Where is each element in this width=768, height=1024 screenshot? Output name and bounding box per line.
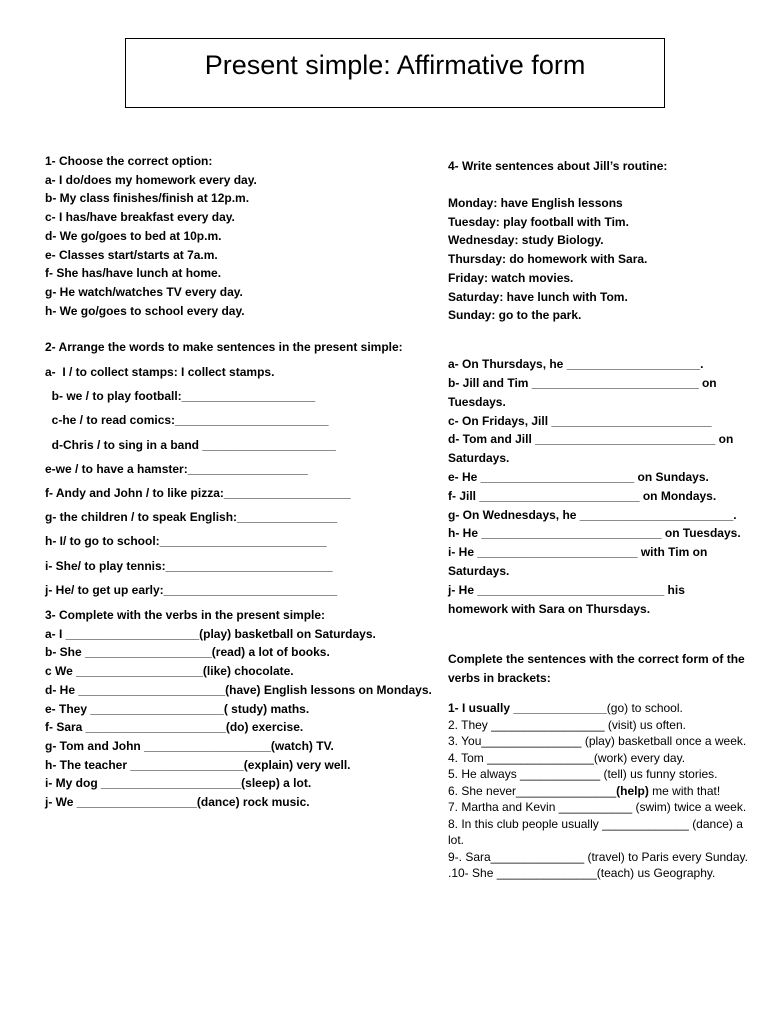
routine-item: Tuesday: play football with Tim. <box>448 214 629 229</box>
ex3-item: a- I ____________________(play) basketball on Saturdays. <box>45 626 376 641</box>
ex5-item <box>448 849 748 866</box>
ex4-item: g- On Wednesdays, he _______________________. <box>448 507 737 522</box>
ex1-heading: 1- Choose the correct option: <box>45 154 213 168</box>
ex1-item: c- I has/have breakfast every day. <box>45 210 235 225</box>
title-box <box>125 38 665 108</box>
ex4-item: d- Tom and Jill ___________________________ on Saturdays. <box>448 432 734 466</box>
ex5-item <box>448 799 748 816</box>
ex3-item: e- They ____________________( study) maths. <box>45 701 310 716</box>
ex4-item: h- He ___________________________ on Tuesdays. <box>448 526 741 541</box>
ex2-heading: 2- Arrange the words to make sentences in the present simple: <box>45 340 403 355</box>
ex3-item: f- Sara _____________________(do) exercise. <box>45 720 304 735</box>
ex5-item-tail: (go) to school. <box>606 701 683 716</box>
ex2-item: h- I/ to go to school:_________________________ <box>45 534 327 549</box>
ex3-item: g- Tom and John ___________________(watch) TV. <box>45 738 334 753</box>
routine-item: Friday: watch movies. <box>448 270 574 285</box>
ex5-item <box>448 766 748 783</box>
ex1-item: h- We go/goes to school every day. <box>45 303 245 318</box>
ex5-item-text: 7. Martha and Kevin ___________ (swim) twice a week. <box>448 800 747 815</box>
ex4-heading: 4- Write sentences about Jill’s routine: <box>448 159 668 173</box>
routine-item: Monday: have English lessons <box>448 195 623 210</box>
ex2-item: c-he / to read comics:_______________________ <box>45 413 329 428</box>
ex5-item <box>448 700 748 717</box>
ex5-item <box>448 865 748 882</box>
ex4-item: c- On Fridays, Jill ________________________ <box>448 413 712 428</box>
ex5-heading: Complete the sentences with the correct form of the verbs in brackets: <box>448 652 745 686</box>
ex5-item-text: 9-. Sara______________ (travel) to Paris every Sunday. <box>448 849 748 864</box>
ex3-item: j- We __________________(dance) rock music. <box>45 795 310 810</box>
ex2-item: d-Chris / to sing in a band ____________________ <box>45 437 336 452</box>
left-column <box>45 152 430 812</box>
ex4-item: f- Jill ________________________ on Mondays. <box>448 488 717 503</box>
ex3-item: i- My dog _____________________(sleep) a lot. <box>45 776 312 791</box>
ex5-item-text: 1- I usually ______________ <box>448 701 607 716</box>
ex5-item-tail: me with that! <box>648 783 721 798</box>
ex2-item: g- the children / to speak English:_______________ <box>45 510 338 525</box>
routine-item: Thursday: do homework with Sara. <box>448 252 648 267</box>
ex1-item: a- I do/does my homework every day. <box>45 172 257 187</box>
ex2-item: b- we / to play football:____________________ <box>45 389 316 404</box>
ex4-list <box>448 355 748 618</box>
ex1-item: g- He watch/watches TV every day. <box>45 284 243 299</box>
ex4-item: j- He ____________________________ his homework with Sara on Thursdays. <box>448 582 685 616</box>
ex1-item: d- We go/goes to bed at 10p.m. <box>45 228 222 243</box>
ex4-item: i- He ________________________ with Tim on Saturdays. <box>448 545 708 579</box>
ex1-item: e- Classes start/starts at 7a.m. <box>45 247 218 262</box>
ex1-list <box>45 171 430 321</box>
ex5-item-bold: (help) <box>616 783 649 798</box>
ex3-item: b- She ___________________(read) a lot of books. <box>45 645 330 660</box>
ex2-item: f- Andy and John / to like pizza:___________________ <box>45 486 351 501</box>
routine-list <box>448 194 748 326</box>
ex2-item: i- She/ to play tennis:_________________________ <box>45 558 333 573</box>
ex3-item: c We ___________________(like) chocolate. <box>45 664 294 679</box>
ex3-item: h- The teacher _________________(explain) very well. <box>45 757 351 772</box>
ex4-item: e- He _______________________ on Sundays. <box>448 470 709 485</box>
ex5-item-text: 3. You_______________ (play) basketball once a week. <box>448 734 747 749</box>
routine-item: Sunday: go to the park. <box>448 308 582 323</box>
ex3-item: d- He ______________________(have) English lessons on Mondays. <box>45 682 432 697</box>
ex5-item-text: 6. She never_______________ <box>448 783 617 798</box>
ex5-item <box>448 750 748 767</box>
ex5-item-text: 8. In this club people usually _____________ (dance) a lot. <box>448 816 743 848</box>
page-title: Present simple: Affirmative form <box>204 49 586 80</box>
right-column <box>448 157 748 882</box>
routine-item: Wednesday: study Biology. <box>448 233 604 248</box>
ex1-item: f- She has/have lunch at home. <box>45 266 222 281</box>
ex2-item: e-we / to have a hamster:__________________ <box>45 461 308 476</box>
ex5-item-text: 2. They _________________ (visit) us often. <box>448 717 686 732</box>
ex5-item <box>448 816 748 849</box>
ex5-item-text: 5. He always ____________ (tell) us funny stories. <box>448 767 718 782</box>
ex2-list <box>45 360 430 602</box>
ex5-item-text: 4. Tom ________________(work) every day. <box>448 750 686 765</box>
ex2-item: j- He/ to get up early:__________________________ <box>45 582 338 597</box>
ex5-list <box>448 700 748 882</box>
ex4-item: b- Jill and Tim _________________________ on Tuesdays. <box>448 376 717 409</box>
ex4-item: a- On Thursdays, he ____________________. <box>448 357 704 372</box>
ex5-item <box>448 717 748 734</box>
routine-item: Saturday: have lunch with Tom. <box>448 289 628 304</box>
ex1-item: b- My class finishes/finish at 12p.m. <box>45 191 250 206</box>
ex5-item <box>448 733 748 750</box>
ex5-item <box>448 783 748 800</box>
ex5-item-text: .10- She _______________(teach) us Geography. <box>448 866 716 881</box>
ex2-item: a- I / to collect stamps: I collect stamps. <box>45 365 275 380</box>
ex3-heading: 3- Complete with the verbs in the present simple: <box>45 608 326 623</box>
ex3-list <box>45 625 430 812</box>
